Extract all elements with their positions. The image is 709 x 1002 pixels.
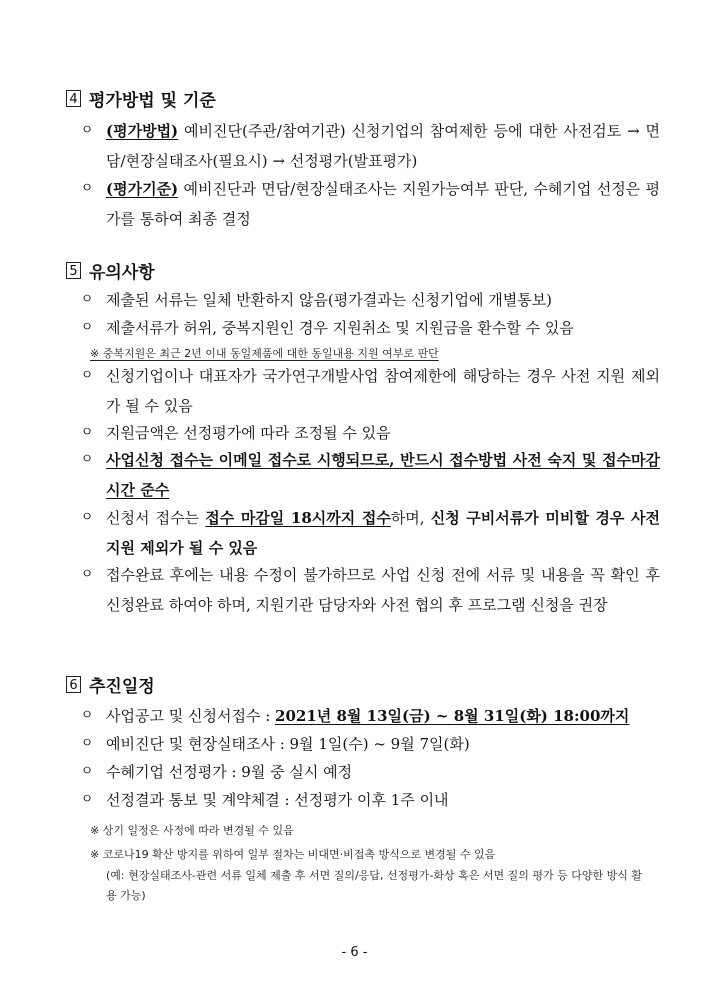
list-item: [80, 785, 660, 815]
bullet-icon: ㅇ: [80, 764, 94, 779]
item-text: 제출서류가 허위, 중복지원인 경우 지원취소 및 지원금을 환수할 수 있음: [106, 319, 574, 337]
section-5-heading: [66, 258, 155, 283]
list-item: [80, 701, 660, 731]
list-item: [80, 560, 660, 620]
list-item: [80, 418, 660, 448]
list-item: [80, 285, 660, 315]
list-item: [80, 313, 660, 343]
item-text: 사업신청 접수는 이메일 접수로 시행되므로, 반드시 접수방법 사전 숙지 및 접수마감 시간 준수: [106, 451, 660, 499]
footnote: ※ 상기 일정은 사정에 따라 변경될 수 있음: [90, 824, 294, 837]
section-number-box: 5: [66, 262, 81, 279]
list-item: [80, 503, 660, 563]
section-6-heading: [66, 672, 155, 697]
item-text: 예비진단(주관/참여기관) 신청기업의 참여제한 등에 대한 사전검토 → 면담/현장실태조사(필요시) → 선정평가(발표평가): [106, 122, 660, 170]
section-4-heading: [66, 86, 216, 111]
list-item: [80, 445, 660, 505]
footnote: ※ 중복지원은 최근 2년 이내 동일제품에 대한 동일내용 지원 여부로 판단: [90, 347, 439, 360]
item-text: 지원금액은 선정평가에 따라 조정될 수 있음: [106, 424, 391, 442]
item-text: 접수완료 후에는 내용 수정이 불가하므로 사업 신청 전에 서류 및 내용을 꼭 확인 후 신청완료 하여야 하며, 지원기관 담당자와 사전 협의 후 프로그램 신청을 권장: [106, 566, 660, 614]
bullet-icon: ㅇ: [80, 181, 94, 196]
item-text: 하며,: [390, 509, 431, 527]
exclusion-emphasis: 신청 구비서류가 미비할 경우 사전 지원 제외가 될 수 있음: [106, 509, 660, 557]
item-text: 선정결과 통보 및 계약체결 : 선정평가 이후 1주 이내: [106, 791, 449, 809]
item-label: (평가방법): [106, 122, 179, 140]
list-item: [80, 174, 660, 234]
section-number-box: 6: [66, 676, 81, 693]
section-title: 유의사항: [89, 263, 155, 283]
bullet-icon: ㅇ: [80, 452, 94, 467]
schedule-value: 2021년 8월 13일(금) ~ 8월 31일(화) 18:00까지: [275, 707, 630, 725]
bullet-icon: ㅇ: [80, 320, 94, 335]
item-text: 수혜기업 선정평가 : 9월 중 실시 예정: [106, 763, 353, 781]
bullet-icon: ㅇ: [80, 567, 94, 582]
list-item: [80, 361, 660, 421]
footnote-example: (예: 현장실태조사-관련 서류 일체 제출 후 서면 질의/응답, 선정평가-화상 혹은 서면 질의 평가 등 다양한 방식 활용 가능): [106, 869, 642, 902]
bullet-icon: ㅇ: [80, 708, 94, 723]
schedule-label: 사업공고 및 신청서접수 :: [106, 707, 276, 725]
section-title: 평가방법 및 기준: [89, 91, 216, 111]
item-text: 신청기업이나 대표자가 국가연구개발사업 참여제한에 해당하는 경우 사전 지원 제외가 될 수 있음: [106, 367, 660, 415]
list-item: [80, 729, 660, 759]
bullet-icon: ㅇ: [80, 123, 94, 138]
list-item: [80, 757, 660, 787]
footnote: ※ 코로나19 확산 방지를 위하여 일부 절차는 비대면·비접촉 방식으로 변경될 수 있음: [90, 848, 496, 861]
bullet-icon: ㅇ: [80, 736, 94, 751]
bullet-icon: ㅇ: [80, 292, 94, 307]
bullet-icon: ㅇ: [80, 368, 94, 383]
item-label: (평가기준): [106, 180, 179, 198]
bullet-icon: ㅇ: [80, 425, 94, 440]
deadline-emphasis: 접수 마감일 18시까지 접수: [205, 509, 391, 527]
bullet-icon: ㅇ: [80, 510, 94, 525]
section-title: 추진일정: [89, 677, 155, 697]
item-text: 예비진단 및 현장실태조사 : 9월 1일(수) ~ 9월 7일(화): [106, 735, 470, 753]
section-number-box: 4: [66, 90, 81, 107]
item-text: 신청서 접수는: [106, 509, 206, 527]
bullet-icon: ㅇ: [80, 792, 94, 807]
page-number: - 6 -: [341, 945, 368, 960]
item-text: 예비진단과 면담/현장실태조사는 지원가능여부 판단, 수혜기업 선정은 평가를 통하여 최종 결정: [106, 180, 660, 228]
list-item: [80, 116, 660, 176]
item-text: 제출된 서류는 일체 반환하지 않음(평가결과는 신청기업에 개별통보): [106, 291, 553, 309]
